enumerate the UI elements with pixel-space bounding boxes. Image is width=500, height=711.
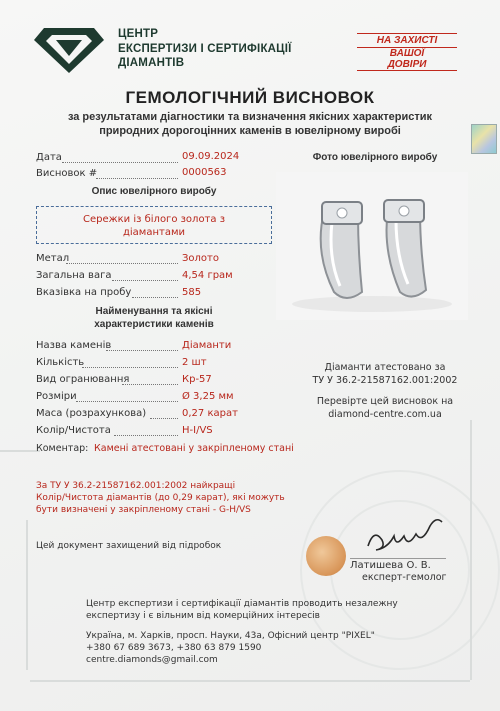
signature-icon: [364, 516, 448, 558]
photo-heading: Фото ювелірного виробу: [312, 152, 438, 163]
note-line-3: бути визначені у закріпленому стані - G-H/VS: [36, 505, 251, 515]
org-line-1: ЦЕНТР: [118, 28, 159, 40]
stone-name-label: Назва каменів: [36, 340, 112, 351]
number-dots: [96, 178, 178, 179]
color-clarity-value: H-I/VS: [182, 425, 213, 436]
description-text: Сережки із білого золота з діамантами: [82, 214, 226, 238]
comment-value: Камені атестовані у закріпленому стані: [94, 443, 294, 454]
org-line-3: ДІАМАНТІВ: [118, 57, 185, 69]
metal-value: Золото: [182, 253, 219, 264]
comment-label: Коментар:: [36, 443, 89, 454]
footer-independence: [86, 598, 426, 622]
certified-line-1: Діаманти атестовано за: [324, 362, 446, 373]
org-line-2: ЕКСПЕРТИЗИ І СЕРТИФІКАЦІЇ: [118, 42, 292, 55]
hallmark-dots: [132, 297, 178, 298]
hallmark-label: Вказівка на пробу: [36, 287, 132, 298]
footer-phones[interactable]: +380 67 689 3673, +380 63 879 1590: [86, 643, 262, 653]
circuit-decoration: [470, 420, 490, 680]
date-label: Дата: [36, 152, 62, 163]
color-clarity-label: Колір/Чистота: [36, 425, 111, 436]
stone-name-dots: [106, 350, 178, 351]
stone-name-value: Діаманти: [182, 340, 232, 351]
number-value: 0000563: [182, 167, 227, 178]
stones-heading-line-2: характеристики каменів: [94, 318, 214, 330]
weight-label: Загальна вага: [36, 270, 112, 281]
subtitle-line-1: за результатами діагностики та визначення якісних характеристик: [67, 111, 433, 123]
diamond-logo-icon: [34, 26, 104, 74]
weight-value: 4,54 грам: [182, 270, 233, 281]
slogan-line-3: ДОВІРИ: [357, 59, 457, 71]
date-dots: [62, 162, 178, 163]
footer-email[interactable]: centre.diamonds@gmail.com: [86, 655, 218, 665]
cut-value: Кр-57: [182, 374, 212, 385]
signer-name: Латишева О. В.: [350, 558, 446, 571]
certified-line-2: ТУ У 36.2-21587162.001:2002: [312, 374, 458, 386]
verify-website-link[interactable]: diamond-centre.com.ua: [328, 408, 442, 420]
metal-dots: [66, 263, 178, 264]
size-label: Розміри: [36, 391, 77, 402]
verify-line-1: Перевірте цей висновок на: [316, 396, 454, 407]
date-value: 09.09.2024: [182, 151, 240, 162]
document-subtitle: [30, 110, 470, 138]
description-box: [36, 206, 272, 244]
mass-label: Маса (розрахункова): [36, 408, 147, 419]
cut-label: Вид огранювання: [36, 374, 130, 385]
slogan: [357, 33, 457, 71]
document-title: ГЕМОЛОГІЧНИЙ ВИСНОВОК: [125, 88, 375, 107]
organization-name: [118, 27, 328, 71]
hallmark-value: 585: [182, 287, 202, 298]
hologram-sticker: [471, 124, 497, 154]
description-heading: Опис ювелірного виробу: [91, 186, 217, 197]
metal-label: Метал: [36, 253, 70, 264]
circuit-decoration: [0, 450, 40, 452]
certified-standard: [300, 362, 470, 387]
color-clarity-dots: [114, 435, 178, 436]
mass-value: 0,27 карат: [182, 408, 238, 419]
number-label: Висновок #: [36, 168, 98, 179]
weight-dots: [112, 280, 178, 281]
quantity-dots: [82, 367, 178, 368]
circuit-decoration: [8, 520, 28, 670]
size-value: Ø 3,25 мм: [182, 391, 234, 402]
size-dots: [76, 401, 178, 402]
quantity-label: Кількість: [36, 357, 85, 368]
note-line-1: За ТУ У 36.2-21587162.001:2002 найкращі: [36, 481, 236, 491]
cut-dots: [122, 384, 178, 385]
footer-address: Україна, м. Харків, просп. Науки, 43а, Офісний центр "PIXEL": [86, 631, 375, 641]
stones-heading-line-1: Найменування та якісні: [95, 306, 213, 317]
footer-line-1: Центр експертизи і сертифікації діамантів проводить незалежну: [86, 599, 398, 609]
protection-notice: Цей документ захищений від підробок: [36, 541, 222, 551]
mass-dots: [150, 418, 178, 419]
seal-stamp-icon: [306, 536, 346, 576]
footer-contacts: [86, 630, 426, 666]
verify-info: [300, 396, 470, 421]
stones-heading: [36, 306, 272, 331]
slogan-line-2: ВАШОЇ: [389, 48, 425, 59]
circuit-decoration: [30, 680, 470, 682]
quantity-value: 2 шт: [182, 357, 207, 368]
subtitle-line-2: природних дорогоцінних каменів в ювелірному виробі: [99, 125, 401, 137]
standard-note: [36, 480, 336, 516]
signer-role: експерт-гемолог: [362, 572, 447, 583]
slogan-line-1: НА ЗАХИСТІ: [357, 33, 457, 48]
earrings-photo: [276, 172, 468, 320]
footer-line-2: експертизу і є вільним від комерційних інтересів: [86, 611, 320, 621]
note-line-2: Колір/Чистота діамантів (до 0,29 карат), які можуть: [36, 493, 285, 503]
